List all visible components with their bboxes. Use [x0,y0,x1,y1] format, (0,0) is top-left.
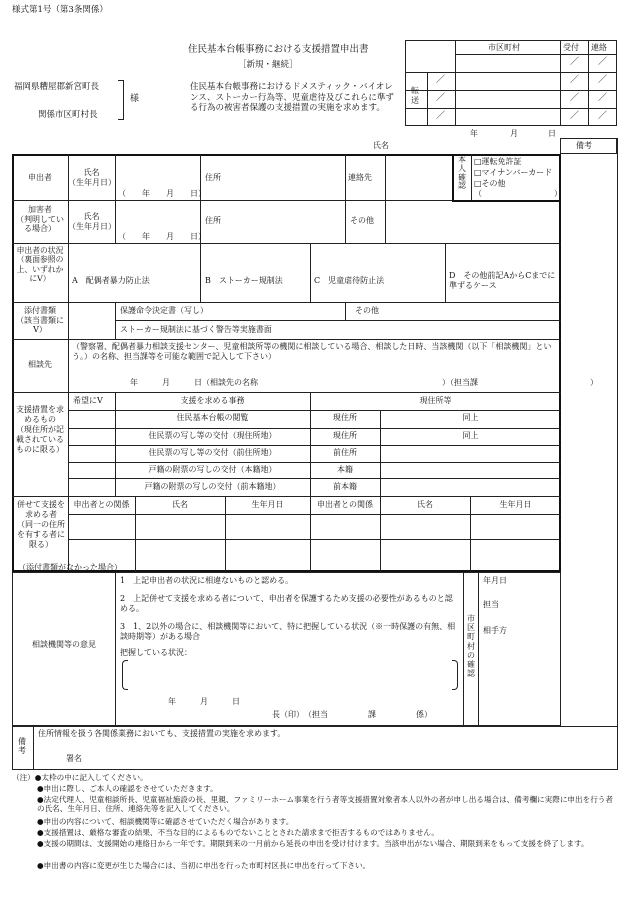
grasp-bracket-left [122,660,128,690]
id-option-mynumber[interactable]: □マイナンバーカード [474,168,553,177]
id-option-license[interactable]: □運転免許証 [474,157,522,166]
addressee-honorific: 様 [130,94,140,104]
note-item: ●支援措置は、厳格な審査の結果、不当な目的によるものでないこととされた請求まで拒否するものではありません。 [37,828,439,837]
addressee-brace [118,80,124,120]
support-label: 支援措置を求めるもの （現住所が記載されているものに限る） [16,405,64,454]
status-option-a[interactable]: A 配偶者暴力防止法 [72,276,150,285]
applicant-address-label: 住所 [205,173,221,182]
opinion-signature[interactable]: 長（印） （担当 課 係） [272,710,432,719]
support-header-service: 支援を求める事務 [180,396,245,405]
addressee-line2: 関係市区町村長 [38,110,98,120]
perpetrator-other-label: その他 [350,216,374,225]
id-option-other-detail[interactable]: （ ） [474,189,562,198]
perpetrator-birth: （ 年 月 日） [118,232,206,241]
opinion-no-attachment: （添付書類がなかった場合） [18,563,122,572]
status-option-d[interactable]: D その他前記AからCまでに準ずるケース [449,271,556,290]
opinion-label: 相談機関等の意見 [32,640,96,649]
identity-label: 本人確認 [458,155,466,191]
date-year: 年 [470,129,478,138]
status-option-b[interactable]: B ストーカー規制法 [205,276,283,285]
form-title: 住民基本台帳事務における支援措置申出書 [188,44,369,55]
joint-header-name-2: 氏名 [417,500,433,509]
joint-label: 併せて支援を求める者 （同一の住所を有する者に限る） [17,500,65,549]
form-id: 様式第1号（第3条関係） [12,5,108,15]
applicant-contact-label: 連絡先 [348,173,372,182]
joint-header-relation-1: 申出者との関係 [73,500,130,509]
notes-head: （注）●太枠の中に記入してください。 [12,773,148,782]
status-label: 申出者の状況 （裏面参照の上、いずれかにV） [16,246,64,284]
opinion-item-2: 2 上記併せて支援を求める者について、申出者を保護するため支援の必要性があるものと認める。 [120,594,453,614]
consultation-instructions: （警察署、配偶者暴力相談支援センター、児童相談所等の機関に相談している場合、相談した日時、当該機関（以下「相談機関」という。）の名称、担当課等を可能な範囲で記入して下さい） [72,342,552,362]
joint-header-name-1: 氏名 [172,500,188,509]
opinion-date[interactable]: 年 月 日 [168,697,240,706]
attachment-stalker-warning[interactable]: ストーカー規制法に基づく警告等実施書面 [120,325,272,334]
note-item: ●支援の期間は、支援開始の連絡日から一年です。期限到来の一月前から延長の申出を受け付けます。当該申出がない場合、期限到来をもって支援を終了します。 [37,839,589,848]
consultation-label: 相談先 [28,360,52,369]
status-option-c[interactable]: C 児童虐待防止法 [314,276,385,285]
date-month: 月 [510,129,518,138]
note-item: ●申出書の内容に変更が生じた場合には、当初に申出を行った市町村区長に申出を行って下さい。 [37,861,371,870]
municipality-confirm-label: 市区町村の確認 [467,614,475,679]
support-header-wish: 希望にV [73,396,103,405]
attachment-protection-order[interactable]: 保護命令決定書（写し） [120,306,208,315]
perpetrator-label: 加害者 （判明している場合） [16,205,64,234]
joint-header-relation-2: 申出者との関係 [317,500,373,509]
consultation-date-line[interactable]: 年 月 日（相談先の名称 ）（担当課 ） [130,378,598,387]
opinion-item-1: 1 上記申出者の状況に相違ないものと認める。 [120,576,294,585]
footer-sign-label: 署名 [66,754,82,763]
support-header-address: 現住所等 [419,396,452,405]
opinion-item-3: 3 1、2以外の場合に、相談機関等において、特に把握している状況（※一時保護の有無、相談時期等）がある場合 [120,622,456,642]
transfer-side-label: 転送 [411,86,419,105]
joint-header-birth-1: 生年月日 [251,500,284,509]
confirm-party-label: 相手方 [483,626,507,635]
intro-text: 住民基本台帳事務におけるドメスティック・バイオレンス、ストーカー行為等、児童虐待及びこれらに準ずる行為の被害者保護の支援措置の実施を求めます。 [190,82,394,114]
perpetrator-name-label: 氏名 （生年月日） [68,212,116,231]
confirm-date-label: 年月日 [483,576,507,585]
date-day: 日 [548,129,556,138]
confirm-staff-label: 担当 [483,600,499,609]
note-item: ●法定代理人、児童相談所長、児童福祉施設の長、里親、ファミリーホーム事業を行う者等支援措置対象者本人以外の者が申し出る場合は、備考欄に実際に申出を行う者の氏名、生年月日、住所、連絡先等を記入してください。 [37,795,613,814]
note-item: ●申出の内容について、相談機関等に確認させていただく場合があります。 [37,817,294,826]
attachments-label: 添付書類 （該当書類にV） [16,306,64,335]
applicant-birth: （ 年 月 日） [118,189,206,198]
form-subtitle: ［新規・継続］ [238,60,298,70]
perpetrator-address-label: 住所 [205,216,221,225]
id-option-other[interactable]: □その他 [474,179,506,188]
applicant-label: 申出者 [28,173,52,182]
footer-remarks-text: 住所情報を扱う各関係業務においても、支援措置の実施を求めます。 [38,729,286,738]
joint-header-birth-2: 生年月日 [499,500,532,509]
grasp-bracket-right [452,660,458,690]
addressee-line1: 福岡県糟屋郡新宮町長 [14,82,100,92]
attachment-other[interactable]: その他 [355,306,379,315]
footer-remarks-label: 備考 [18,737,26,755]
applicant-name-label: 氏名 （生年月日） [68,168,116,187]
opinion-grasp-label: 把握している状況： [120,648,192,657]
applicant-name-header: 氏名 [373,141,389,150]
note-item: ●申出に際し、ご本人の確認をさせていただきます。 [37,784,218,793]
